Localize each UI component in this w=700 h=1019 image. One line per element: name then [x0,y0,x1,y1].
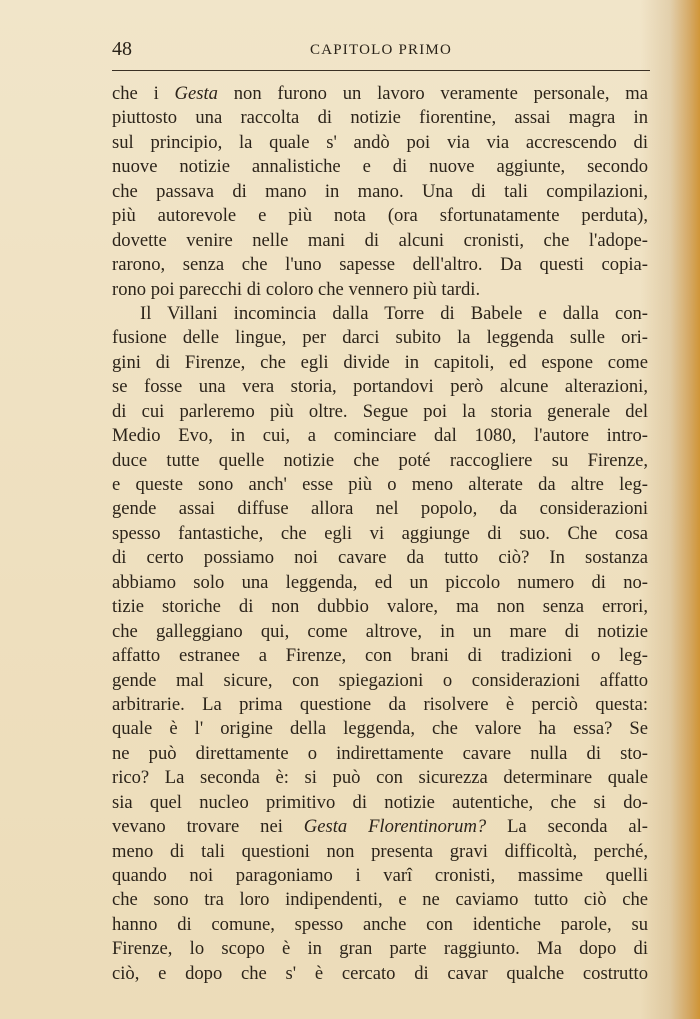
text-segment: gini di Firenze, che egli divide in capitoli, ed espone come [112,351,648,373]
text-segment: se fosse una vera storia, portandovi però alcune alterazioni, [112,376,648,398]
text-segment: sul principio, la quale s' andò poi via via accrescendo di [112,131,648,153]
text-line [112,522,648,546]
text-line [112,791,648,815]
text-segment: piuttosto una raccolta di notizie fiorentine, assai magra in [112,107,648,129]
text-segment: affatto estranee a Firenze, con brani di tradizioni o leg- [112,645,648,667]
text-segment: e queste sono anch' esse più o meno alterate da altre leg- [112,474,648,495]
text-line [112,595,648,619]
text-line [112,742,648,766]
text-line [112,546,648,570]
text-segment: vevano trovare nei [112,816,304,838]
text-segment: Il Villani incomincia dalla Torre di Babele e dalla con- [140,302,648,324]
text-segment: di certo possiamo noi cavare da tutto ciò? In sostanza [112,547,648,569]
text-segment: che passava di mano in mano. Una di tali compilazioni, [112,180,648,202]
text-line [112,302,648,326]
text-line [112,229,648,253]
text-segment: fusione delle lingue, per darci subito la leggenda sulle ori- [112,327,648,349]
text-line [112,400,648,424]
text-segment: rono poi parecchi di coloro che vennero più tardi. [112,278,481,300]
text-line [112,473,648,497]
text-line [112,424,648,448]
italic-title-text: Gesta Florentinorum? [303,816,487,838]
text-segment: non furono un lavoro veramente personale, ma [217,83,648,104]
text-line [112,693,648,717]
text-segment: duce tutte quelle notizie che poté raccogliere su Firenze, [112,449,648,471]
text-line [112,180,648,204]
text-segment: nuove notizie annalistiche e di nuove aggiunte, secondo [112,156,648,178]
text-line [112,82,648,106]
text-line [112,155,648,179]
text-segment: spesso fantastiche, che egli vi aggiunge di suo. Che cosa [112,522,648,544]
text-line [112,106,648,130]
text-line [112,937,648,961]
text-segment: abbiamo solo una leggenda, ed un piccolo numero di no- [112,571,648,593]
text-line [112,253,648,277]
text-segment: quale è l' origine della leggenda, che valore ha essa? Se [112,718,648,740]
text-segment: dovette venire nelle mani di alcuni cronisti, che l'adope- [112,229,648,251]
text-segment: tizie storiche di non dubbio valore, ma non senza errori, [112,596,648,618]
text-segment: gende assai diffuse allora nel popolo, da considerazioni [112,498,648,520]
page-header [112,38,650,66]
text-segment: di cui parleremo più oltre. Segue poi la storia generale del [112,400,648,422]
text-segment: rico? La seconda è: si può con sicurezza determinare quale [112,767,648,789]
text-line [112,962,648,986]
text-line [112,888,648,912]
text-segment: arbitrarie. La prima questione da risolvere è perciò questa: [112,693,648,715]
text-line [112,497,648,521]
text-line [112,913,648,937]
text-segment: ne può direttamente o indirettamente cavare nulla di sto- [112,742,648,764]
text-line [112,571,648,595]
text-line [112,131,648,155]
text-segment: che i [112,83,175,104]
text-line [112,815,648,839]
text-segment: La seconda al- [486,816,648,838]
text-segment: Firenze, lo scopo è in gran parte raggiunto. Ma dopo di [112,938,648,960]
text-segment: meno di tali questioni non presenta gravi difficoltà, perché, [112,840,648,862]
text-line [112,351,648,375]
text-line [112,204,648,228]
text-line [112,278,648,302]
text-line [112,644,648,668]
body-text [112,82,648,986]
text-line [112,864,648,888]
running-title: CAPITOLO PRIMO [310,42,452,58]
italic-title-text: Gesta [174,83,218,104]
text-segment: ciò, e dopo che s' è cercato di cavar qualche costrutto [112,962,648,984]
header-rule [112,70,650,71]
text-line [112,375,648,399]
text-segment: gende mal sicure, con spiegazioni o considerazioni affatto [112,669,648,691]
text-line [112,449,648,473]
text-line [112,840,648,864]
text-segment: hanno di comune, spesso anche con identiche parole, su [112,913,648,935]
text-line [112,766,648,790]
text-segment: che sono tra loro indipendenti, e ne caviamo tutto ciò che [112,889,648,911]
text-line [112,669,648,693]
text-line [112,620,648,644]
text-segment: Medio Evo, in cui, a cominciare dal 1080, l'autore intro- [112,425,648,447]
text-segment: che galleggiano qui, come altrove, in un mare di notizie [112,620,648,642]
text-segment: più autorevole e più nota (ora sfortunatamente perduta), [112,205,648,227]
text-line [112,717,648,741]
page-number: 48 [112,38,132,60]
text-segment: quando noi paragoniamo i varî cronisti, massime quelli [112,865,648,886]
text-segment: rarono, senza che l'uno sapesse dell'altro. Da questi copia- [112,254,648,276]
text-line [112,326,648,350]
text-segment: sia quel nucleo primitivo di notizie autentiche, che si do- [112,791,648,813]
